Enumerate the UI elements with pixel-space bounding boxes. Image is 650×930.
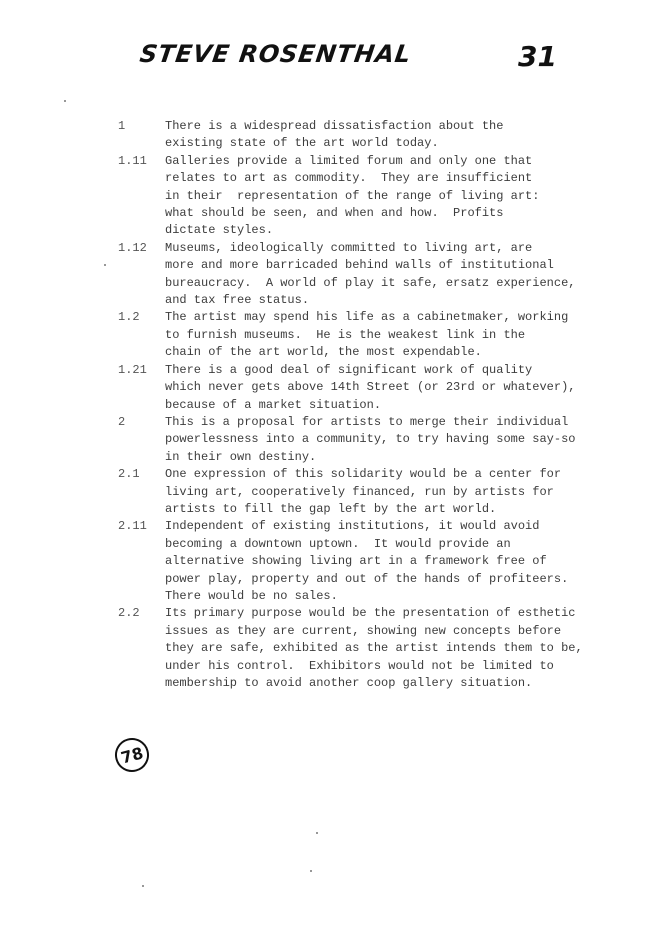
paragraph-1-2 (118, 309, 618, 361)
paragraph-1-21 (118, 362, 618, 414)
section-number: 1 (118, 119, 126, 133)
document-body (118, 118, 618, 692)
text-line: under his control. Exhibitors would not be limited to (165, 658, 554, 673)
scan-speck (310, 870, 312, 872)
scan-speck (64, 100, 66, 102)
text-line: what should be seen, and when and how. Profits (165, 206, 504, 221)
text-line: in their representation of the range of living art: (165, 188, 540, 203)
text-line: One expression of this solidarity would be a center for (165, 467, 562, 482)
paragraph-1 (118, 118, 618, 153)
section-number: 1.12 (118, 240, 147, 255)
paragraph-2 (118, 414, 618, 466)
text-line: power play, property and out of the hands of profiteers. (165, 571, 569, 586)
text-line: which never gets above 14th Street (or 23rd or whatever), (165, 380, 576, 395)
text-line: becoming a downtown uptown. It would provide an (165, 536, 511, 551)
text-line: living art, cooperatively financed, run by artists for (165, 484, 554, 499)
text-line: because of a market situation. (165, 397, 382, 412)
section-number: 2.11 (118, 519, 147, 534)
scan-speck (104, 264, 106, 266)
text-line: powerlessness into a community, to try having some say-so (165, 432, 576, 447)
text-line: Galleries provide a limited forum and only one that (165, 153, 533, 168)
section-number: 1.21 (118, 362, 147, 377)
text-line: relates to art as commodity. They are insufficient (165, 171, 533, 186)
text-line: membership to avoid another coop gallery situation. (165, 676, 533, 690)
section-number: 1.11 (118, 153, 147, 168)
text-line: in their own destiny. (165, 449, 317, 464)
text-line: issues as they are current, showing new concepts before (165, 623, 562, 638)
text-line: Independent of existing institutions, it would avoid (165, 519, 540, 534)
text-line: Its primary purpose would be the presentation of esthetic (165, 606, 576, 621)
circled-annotation: 78 (111, 734, 153, 776)
section-number: 2 (118, 414, 126, 429)
text-line: Museums, ideologically committed to living art, are (165, 240, 533, 255)
section-number: 2.1 (118, 467, 140, 482)
text-line: more and more barricaded behind walls of institutional (165, 258, 554, 273)
text-line: alternative showing living art in a framework free of (165, 554, 547, 569)
section-number: 1.2 (118, 310, 140, 325)
paragraph-2-2 (118, 605, 618, 692)
paragraph-2-11 (118, 518, 618, 605)
paragraph-1-11 (118, 153, 618, 240)
text-line: existing state of the art world today. (165, 136, 439, 151)
text-line: to furnish museums. He is the weakest link in the (165, 327, 526, 342)
paragraph-2-1 (118, 466, 618, 518)
text-line: they are safe, exhibited as the artist intends them to be, (165, 641, 583, 656)
paragraph-1-12 (118, 240, 618, 310)
text-line: artists to fill the gap left by the art world. (165, 501, 497, 516)
scan-speck (316, 832, 318, 834)
section-number: 2.2 (118, 606, 140, 621)
text-line: This is a proposal for artists to merge their individual (165, 414, 569, 429)
text-line: There would be no sales. (165, 588, 338, 603)
text-line: and tax free status. (165, 293, 310, 308)
author-signature: STEVE ROSENTHAL (138, 40, 414, 68)
scan-speck (142, 885, 144, 887)
text-line: chain of the art world, the most expendable. (165, 345, 482, 360)
text-line: There is a good deal of significant work of quality (165, 362, 533, 377)
text-line: The artist may spend his life as a cabinetmaker, working (165, 310, 569, 325)
text-line: bureaucracy. A world of play it safe, ersatz experience, (165, 275, 576, 290)
text-line: dictate styles. (165, 223, 274, 238)
page-number: 31 (518, 40, 557, 73)
text-line: There is a widespread dissatisfaction about the (165, 119, 504, 133)
